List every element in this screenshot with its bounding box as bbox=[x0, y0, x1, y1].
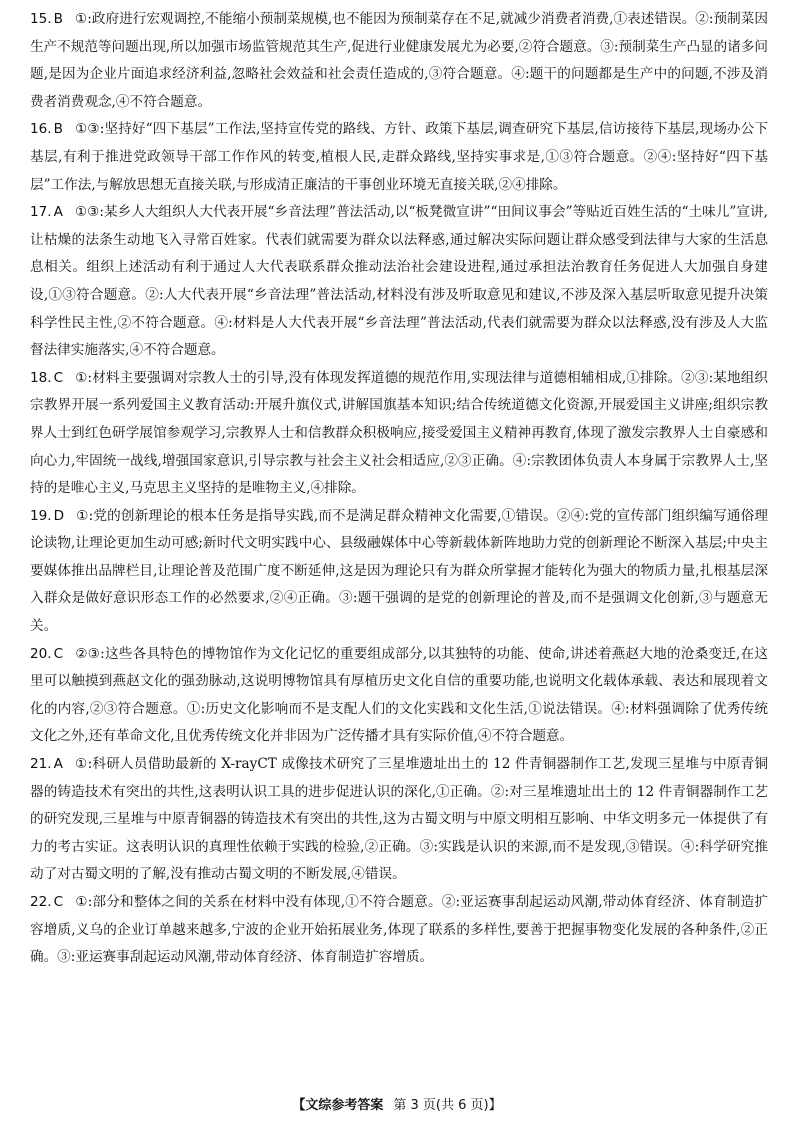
explanation-text: ②③:这些各具特色的博物馆作为文化记忆的重要组成部分,以其独特的功能、使命,讲述着燕赵大地的沧桑变迁,在这里可以触摸到燕赵文化的强劲脉动,这说明博物馆具有厚植历史文化自信的重要功能,也说明文化载体承载、表达和展现着文化的内容,②③符合题意。①:历史文化影响而不是支配人们的文化实践和文化生活,①说法错误。④:材料强调除了优秀传统文化之外,还有革命文化,且优秀传统文化并非因为广泛传播才具有实际价值,④不符合题意。 bbox=[30, 645, 768, 745]
answer-letter: C bbox=[53, 894, 64, 910]
footer-title: 【文综参考答案 bbox=[292, 1098, 384, 1113]
question-number: 18. bbox=[30, 369, 52, 386]
question-number: 15. bbox=[30, 11, 52, 27]
answer-letter: C bbox=[53, 645, 64, 662]
answer-item bbox=[30, 751, 768, 889]
explanation-text: ①:政府进行宏观调控,不能缩小预制菜规模,也不能因为预制菜存在不足,就减少消费者消费,①表述错误。②:预制菜因生产不规范等问题出现,所以加强市场监管规范其生产,促进行业健康发展尤为必要,②符合题意。③:预制菜生产凸显的诸多问题,是因为企业片面追求经济利益,忽略社会效益和社会责任造成的,③符合题意。④:题干的问题都是生产中的问题,不涉及消费者消费观念,④不符合题意。 bbox=[30, 11, 769, 110]
answer-letter: D bbox=[53, 507, 65, 524]
question-number: 21. bbox=[30, 756, 52, 773]
answer-item bbox=[30, 889, 768, 972]
explanation-text: ①:党的创新理论的根本任务是指导实践,而不是满足群众精神文化需要,①错误。②④:党的宣传部门组织编写通俗理论读物,让理论更加生动可感;新时代文明实践中心、县级融媒体中心等新载体新阵地助力党的创新理论不断深入基层;中央主要媒体推出品牌栏目,让理论普及范围广度不断延伸,这是因为理论只有为群众所掌握才能转化为强大的物质力量,扎根基层深入群众是做好意识形态工作的必然要求,②④正确。③:题干强调的是党的创新理论的普及,而不是强调文化创新,③与题意无关。 bbox=[30, 507, 768, 635]
question-number: 19. bbox=[30, 507, 52, 524]
explanation-text: ①:科研人员借助最新的 X-rayCT 成像技术研究了三星堆遗址出土的 12 件青铜器制作工艺,发现三星堆与中原青铜器的铸造技术有突出的共性,这表明认识工具的进步促进认识的深化,①正确。②:对三星堆遗址出土的 12 件青铜器制作工艺的研究发现,三星堆与中原青铜器的铸造技术有突出的共性,这为古蜀文明与中原文明相互影响、中华文明多元一体提供了有力的考古实证。这表明认识的真理性依赖于实践的检验,②正确。③:实践是认识的来源,而不是发现,③错误。④:科学研究推动了对古蜀文明的了解,没有推动古蜀文明的不断发展,④错误。 bbox=[30, 756, 768, 883]
footer-page-number: 第 3 页(共 6 页)】 bbox=[393, 1098, 502, 1113]
answer-item bbox=[30, 641, 768, 751]
question-number: 20. bbox=[30, 645, 52, 662]
answer-item bbox=[30, 199, 768, 365]
explanation-text: ①:材料主要强调对宗教人士的引导,没有体现发挥道德的规范作用,实现法律与道德相辅相成,①排除。②③:某地组织宗教界开展一系列爱国主义教育活动:开展升旗仪式,讲解国旗基本知识;结合传统道德文化资源,开展爱国主义讲座;组织宗教界人士到红色研学展馆参观学习,宗教界人士和信教群众积极响应,接受爱国主义精神再教育,体现了激发宗教界人士自豪感和向心力,牢固统一战线,增强国家意识,引导宗教与社会主义社会相适应,②③正确。④:宗教团体负责人本身属于宗教界人士,坚持的是唯心主义,马克思主义坚持的是唯物主义,④排除。 bbox=[30, 369, 768, 497]
page-footer bbox=[0, 1094, 794, 1113]
question-number: 22. bbox=[30, 894, 52, 910]
answer-letter: B bbox=[53, 121, 63, 138]
answer-letter: B bbox=[53, 11, 63, 27]
answer-letter: C bbox=[53, 369, 64, 386]
answer-letter: A bbox=[53, 756, 63, 773]
answer-list bbox=[30, 6, 768, 972]
answer-letter: A bbox=[53, 204, 63, 221]
answer-item bbox=[30, 6, 768, 116]
question-number: 17. bbox=[30, 204, 52, 221]
answer-item bbox=[30, 503, 768, 641]
answer-item bbox=[30, 365, 768, 503]
explanation-text: ①:部分和整体之间的关系在材料中没有体现,①不符合题意。②:亚运赛事刮起运动风潮,带动体育经济、体育制造扩容增质,义乌的企业订单越来越多,宁波的企业开始拓展业务,体现了联系的多样性,要善于把握事物变化发展的各种条件,②正确。③:亚运赛事刮起运动风潮,带动体育经济、体育制造扩容增质。 bbox=[30, 894, 768, 966]
explanation-text: ①③:某乡人大组织人大代表开展“乡音法理”普法活动,以“板凳微宣讲”“田间议事会”等贴近百姓生活的“土味儿”宣讲,让枯燥的法条生动地飞入寻常百姓家。代表们就需要为群众以法释惑,通过解决实际问题让群众感受到法律与大家的生活息息相关。组织上述活动有利于通过人大代表联系群众推动法治社会建设进程,通过承担法治教育任务促进人大加强自身建设,①③符合题意。②:人大代表开展“乡音法理”普法活动,材料没有涉及听取意见和建议,不涉及深入基层听取意见提升决策科学性民主性,②不符合题意。④:材料是人大代表开展“乡音法理”普法活动,代表们就需要为群众以法释惑,没有涉及人大监督法律实施落实,④不符合题意。 bbox=[30, 204, 768, 359]
explanation-text: ①③:坚持好“四下基层”工作法,坚持宣传党的路线、方针、政策下基层,调查研究下基层,信访接待下基层,现场办公下基层,有利于推进党政领导干部工作作风的转变,植根人民,走群众路线,坚持实事求是,①③符合题意。②④:坚持好“四下基层”工作法,与解放思想无直接关联,与形成清正廉洁的干事创业环境无直接关联,②④排除。 bbox=[30, 121, 768, 193]
answer-item bbox=[30, 116, 768, 199]
question-number: 16. bbox=[30, 121, 52, 138]
